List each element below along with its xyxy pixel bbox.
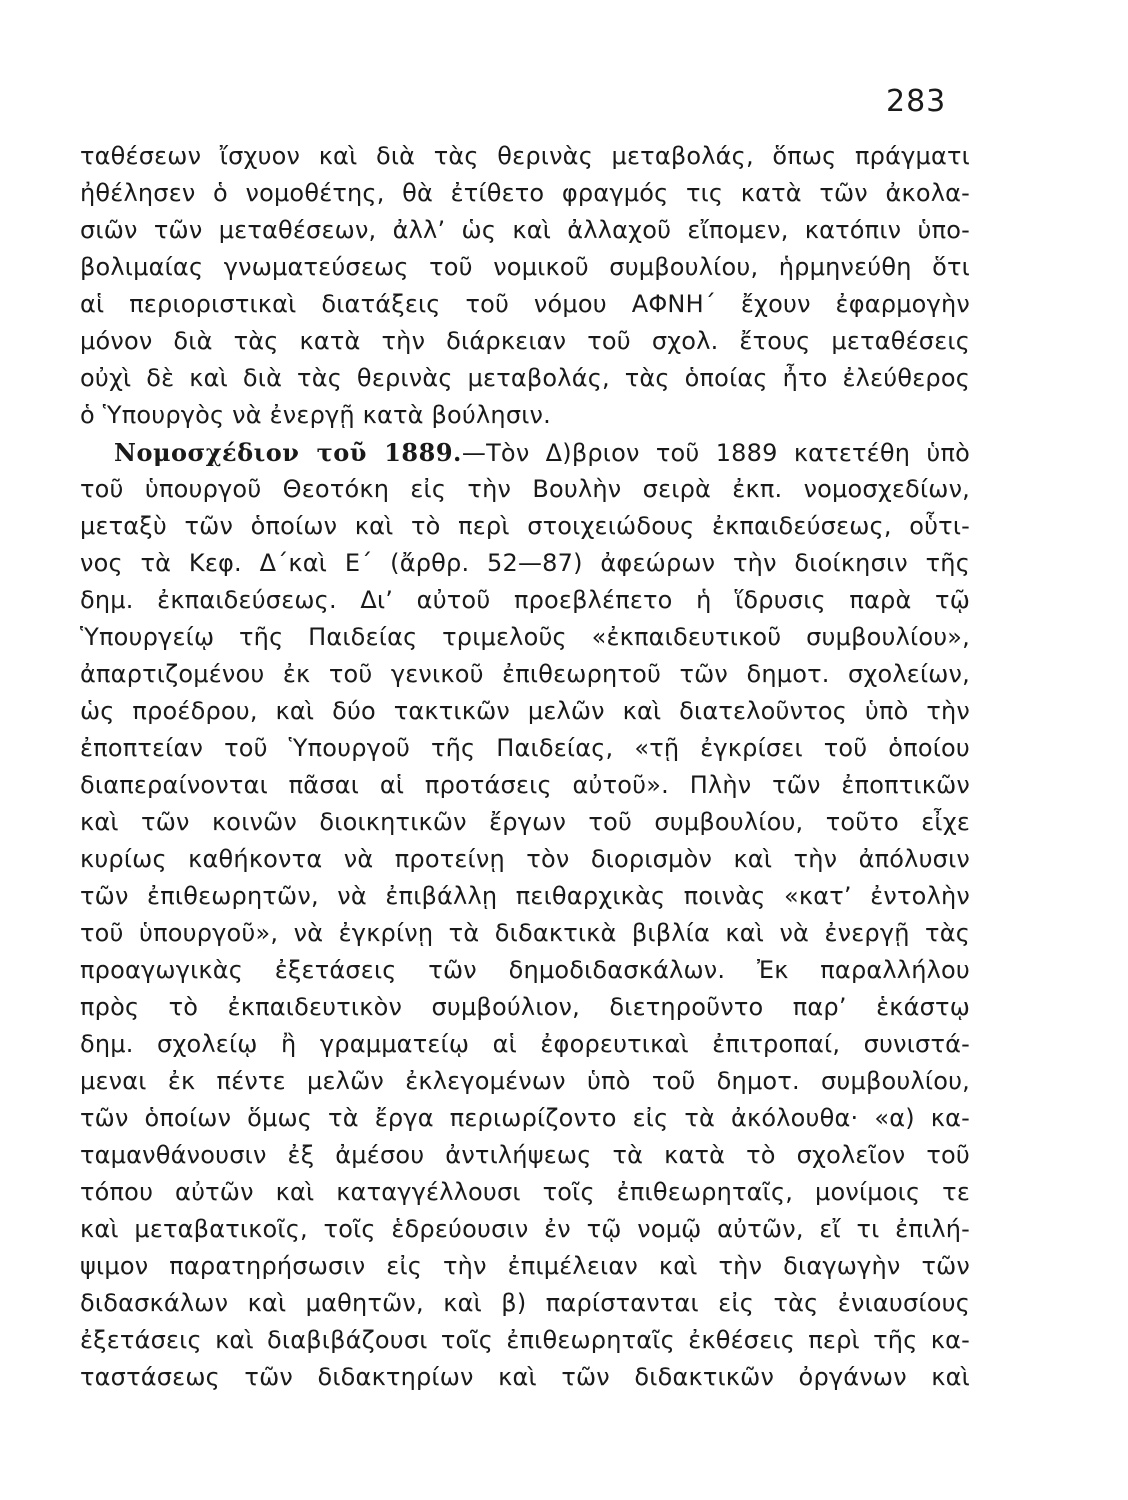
text-line: τῶν ἐπιθεωρητῶν, νὰ ἐπιβάλλῃ πειθαρχικὰς ποινὰς «κατ’ ἐντολὴν [80,882,970,910]
text-line: δημ. ἐκπαιδεύσεως. Δι’ αὐτοῦ προεβλέπετο ἡ ἵδρυσις παρὰ τῷ [80,586,970,614]
text-line: βολιμαίας γνωματεύσεως τοῦ νομικοῦ συμβουλίου, ἡρμηνεύθη ὅτι [80,253,970,281]
page-number: 283 [886,84,947,119]
section-first-line-text: —Τὸν Δ)βριον τοῦ 1889 κατετέθη ὑπὸ [461,439,970,467]
text-line: ἀπαρτιζομένου ἐκ τοῦ γενικοῦ ἐπιθεωρητοῦ τῶν δημοτ. σχολείων, [80,660,970,688]
section-first-line [80,434,970,471]
text-line: αἱ περιοριστικαὶ διατάξεις τοῦ νόμου ΑΦΝΗ΄ ἔχουν ἐφαρμογὴν [80,290,970,318]
section-heading: Νομοσχέδιον τοῦ 1889. [114,438,462,467]
text-line: ταμανθάνουσιν ἐξ ἀμέσου ἀντιλήψεως τὰ κατὰ τὸ σχολεῖον τοῦ [80,1141,970,1169]
text-line: ταστάσεως τῶν διδακτηρίων καὶ τῶν διδακτικῶν ὀργάνων καὶ [80,1363,970,1391]
text-line: τῶν ὁποίων ὅμως τὰ ἔργα περιωρίζοντο εἰς τὰ ἀκόλουθα· «α) κα- [80,1104,970,1132]
text-line: ψιμον παρατηρήσωσιν εἰς τὴν ἐπιμέλειαν καὶ τὴν διαγωγὴν τῶν [80,1252,970,1280]
text-line: προαγωγικὰς ἐξετάσεις τῶν δημοδιδασκάλων. Ἐκ παραλλήλου [80,956,970,984]
text-line: τόπου αὐτῶν καὶ καταγγέλλουσι τοῖς ἐπιθεωρηταῖς, μονίμοις τε [80,1178,970,1206]
text-line: διαπεραίνονται πᾶσαι αἱ προτάσεις αὐτοῦ». Πλὴν τῶν ἐποπτικῶν [80,771,970,799]
text-line: καὶ μεταβατικοῖς, τοῖς ἑδρεύουσιν ἐν τῷ νομῷ αὐτῶν, εἴ τι ἐπιλή- [80,1215,970,1243]
text-line: Ὑπουργείῳ τῆς Παιδείας τριμελοῦς «ἐκπαιδευτικοῦ συμβουλίου», [80,623,970,651]
text-line: μεναι ἐκ πέντε μελῶν ἐκλεγομένων ὑπὸ τοῦ δημοτ. συμβουλίου, [80,1067,970,1095]
text-line: ἐποπτείαν τοῦ Ὑπουργοῦ τῆς Παιδείας, «τῇ ἐγκρίσει τοῦ ὁποίου [80,734,970,762]
text-line: μόνον διὰ τὰς κατὰ τὴν διάρκειαν τοῦ σχολ. ἔτους μεταθέσεις [80,327,970,355]
text-line: καὶ τῶν κοινῶν διοικητικῶν ἔργων τοῦ συμβουλίου, τοῦτο εἶχε [80,808,970,836]
body-text [80,138,970,1396]
text-line: ὡς προέδρου, καὶ δύο τακτικῶν μελῶν καὶ διατελοῦντος ὑπὸ τὴν [80,697,970,725]
text-line: ἐξετάσεις καὶ διαβιβάζουσι τοῖς ἐπιθεωρηταῖς ἐκθέσεις περὶ τῆς κα- [80,1326,970,1354]
text-line: διδασκάλων καὶ μαθητῶν, καὶ β) παρίστανται εἰς τὰς ἐνιαυσίους [80,1289,970,1317]
text-line: ἠθέλησεν ὁ νομοθέτης, θὰ ἐτίθετο φραγμός τις κατὰ τῶν ἀκολα- [80,179,970,207]
text-line: τοῦ ὑπουργοῦ», νὰ ἐγκρίνῃ τὰ διδακτικὰ βιβλία καὶ νὰ ἐνεργῇ τὰς [80,919,970,947]
text-line: δημ. σχολείῳ ἢ γραμματείῳ αἱ ἐφορευτικαὶ ἐπιτροπαί, συνιστά- [80,1030,970,1058]
text-line: κυρίως καθήκοντα νὰ προτείνῃ τὸν διορισμὸν καὶ τὴν ἀπόλυσιν [80,845,970,873]
text-line: πρὸς τὸ ἐκπαιδευτικὸν συμβούλιον, διετηροῦντο παρ’ ἑκάστῳ [80,993,970,1021]
text-line: μεταξὺ τῶν ὁποίων καὶ τὸ περὶ στοιχειώδους ἐκπαιδεύσεως, οὗτι- [80,512,970,540]
text-line: ταθέσεων ἴσχυον καὶ διὰ τὰς θερινὰς μεταβολάς, ὅπως πράγματι [80,142,970,170]
text-line: σιῶν τῶν μεταθέσεων, ἀλλ’ ὡς καὶ ἀλλαχοῦ εἴπομεν, κατόπιν ὑπο- [80,216,970,244]
text-line: νος τὰ Κεφ. Δ΄καὶ Ε΄ (ἄρθρ. 52—87) ἀφεώρων τὴν διοίκησιν τῆς [80,549,970,577]
text-line: ὁ Ὑπουργὸς νὰ ἐνεργῇ κατὰ βούλησιν. [80,401,551,429]
text-line: τοῦ ὑπουργοῦ Θεοτόκη εἰς τὴν Βουλὴν σειρὰ ἐκπ. νομοσχεδίων, [80,475,970,503]
text-line: οὐχὶ δὲ καὶ διὰ τὰς θερινὰς μεταβολάς, τὰς ὁποίας ἦτο ἐλεύθερος [80,364,970,392]
